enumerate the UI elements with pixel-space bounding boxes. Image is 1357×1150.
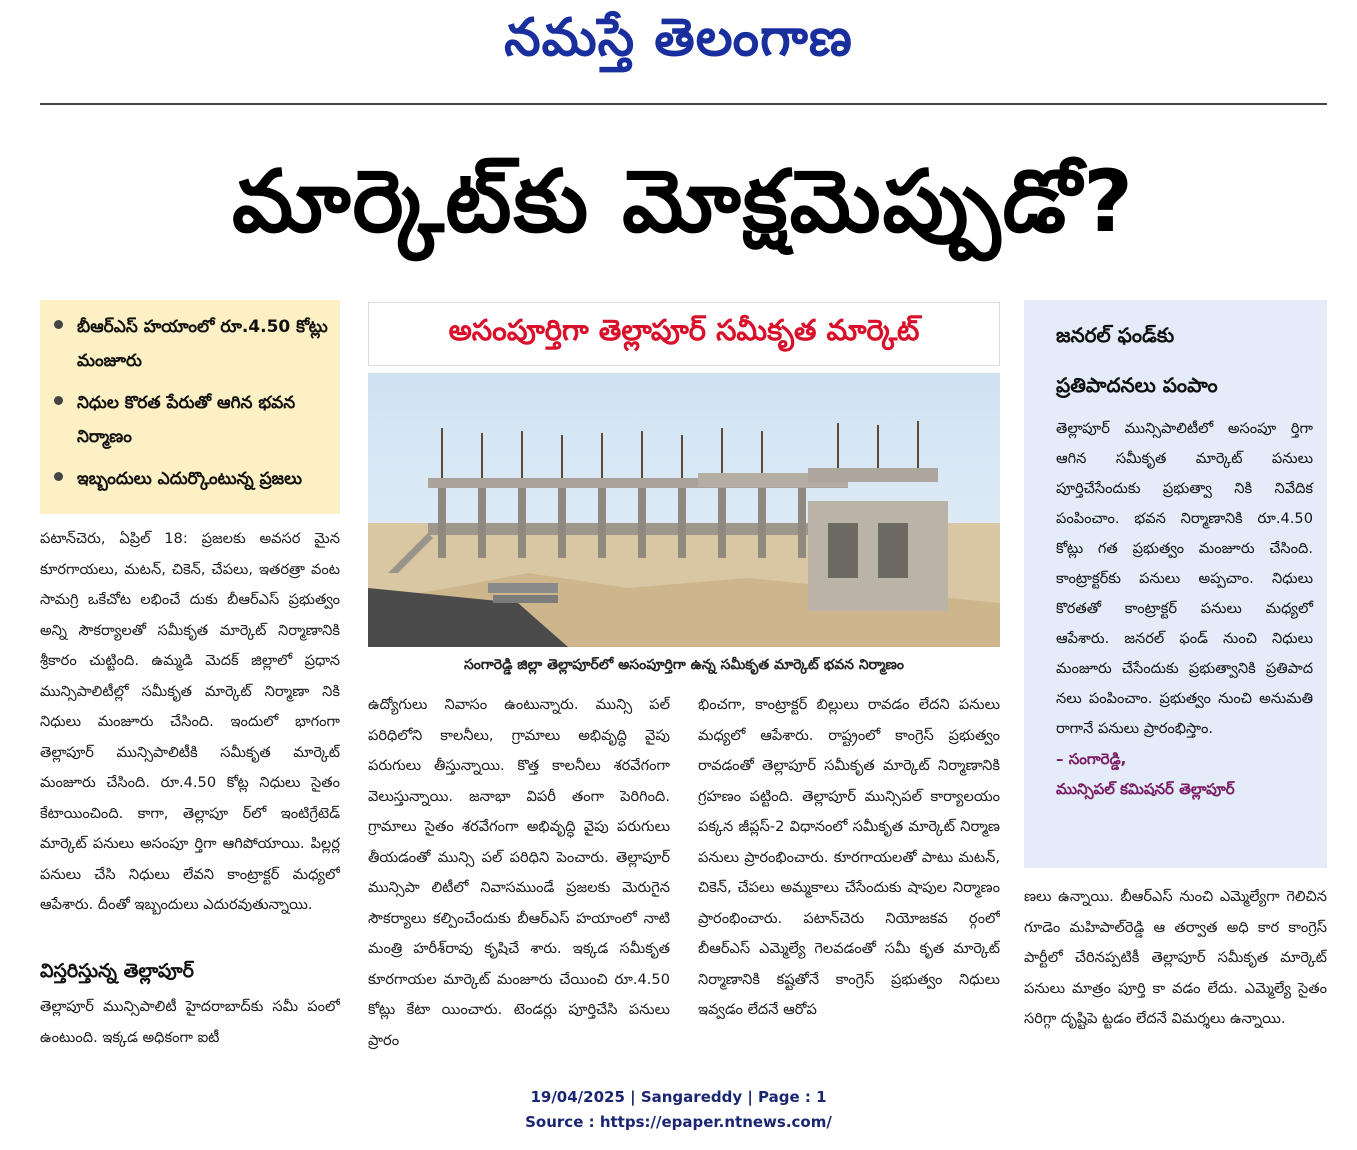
article-column-2 bbox=[368, 690, 670, 1056]
article-paragraph: ఉద్యోగులు నివాసం ఉంటున్నారు. మున్సి పల్ పరిధిలోని కాలనీలు, గ్రామాలు అభివృద్ధి వైపు పరుగులు తీస్తున్నాయి. కొత్త కాలనీలు శరవేగంగా వెలుస్తున్నాయి. జనాభా విపరీ తంగా పెరిగింది. గ్రామాలు సైతం శరవేగంగా అభివృద్ధి వైపు పరుగులు తీయడంతో మున్సి పల్ పరిధిని పెంచారు. తెల్లాపూర్ మున్సిపా లిటీలో నివాసముండే ప్రజలకు మెరుగైన సౌకర్యాలు కల్పించేందుకు బీఆర్‌ఎస్ హయాంలో నాటి మంత్రి హరీశ్‌రావు కృషిచే శారు. ఇక్కడ సమీకృత కూరగాయల మార్కెట్ మంజూరు చేయించి రూ.4.50 కోట్లు కేటా యించారు. టెండర్లు పూర్తిచేసి పనులు ప్రారం bbox=[368, 696, 670, 1049]
highlight-text: నిధుల కొరత పేరుతో ఆగిన భవన నిర్మాణం bbox=[77, 393, 296, 447]
article-column-3 bbox=[698, 690, 1000, 1056]
quote-signature: – సంగారెడ్డి, bbox=[1056, 750, 1127, 768]
quote-heading: ప్రతిపాదనలు పంపాం bbox=[1056, 373, 1218, 397]
highlights-box bbox=[40, 300, 340, 514]
bullet-dot-icon bbox=[54, 396, 63, 405]
article-subheading: విస్తరిస్తున్న తెల్లాపూర్ bbox=[40, 960, 194, 982]
article-column-1 bbox=[40, 524, 340, 954]
footer-date-edition: 19/04/2025 | Sangareddy | Page : 1 bbox=[530, 1088, 827, 1106]
article-paragraph: తెల్లాపూర్ మున్సిపాలిటీ హైదరాబాద్‌కు సమీ పంలో ఉంటుంది. ఇక్కడ అధికంగా ఐటీ bbox=[40, 998, 340, 1046]
masthead-divider bbox=[40, 103, 1327, 105]
highlight-item bbox=[54, 310, 332, 378]
headline: మార్కెట్‌కు మోక్షమెప్పుడో? bbox=[231, 152, 1136, 252]
article-paragraph: భించగా, కాంట్రాక్టర్ బిల్లులు రావడం లేదని పనులు మధ్యలో ఆపేశారు. రాష్ట్రంలో కాంగ్రెస్ ప్రభుత్వం రావడంతో తెల్లాపూర్ సమీకృత మార్కెట్ నిర్మాణానికి గ్రహణం పట్టింది. తెల్లాపూర్ మున్సిపల్ కార్యాలయం పక్కన జీప్లస్-2 విధానంలో సమీకృత మార్కెట్ నిర్మాణ పనులు ప్రారంభించారు. కూరగాయలతో పాటు మటన్, చికెన్, చేపలు అమ్మకాలు చేసేందుకు షాపుల నిర్మాణం ప్రారంభించారు. పటాన్‌చెరు నియోజకవ ర్గంలో బీఆర్‌ఎస్ ఎమ్మెల్యే గెలవడంతో సమీ కృత మార్కెట్ నిర్మాణానికి కష్టతోనే కాంగ్రెస్ ప్రభుత్వం నిధులు ఇవ్వడం లేదనే ఆరోప bbox=[698, 696, 1000, 1018]
footer-source: Source : https://epaper.ntnews.com/ bbox=[525, 1113, 832, 1131]
masthead-title: నమస్తే తెలంగాణ bbox=[504, 7, 853, 68]
construction-photo bbox=[368, 373, 1000, 647]
bullet-dot-icon bbox=[54, 472, 63, 481]
quote-body: తెల్లాపూర్ మున్సిపాలిటీలో అసంపూ ర్తిగా ఆగిన సమీకృత మార్కెట్ పనులు పూర్తిచేసేందుకు ప్రభుత్వా నికి నివేదిక పంపించాం. భవన నిర్మాణానికి రూ.4.50 కోట్లు గత ప్రభుత్వం మంజూరు చేసింది. కాంట్రాక్టర్‌కు పనులు అప్పచాం. నిధులు కొరతతో కాంట్రాక్టర్ పనులు మధ్యలో ఆపేశారు. జనరల్ ఫండ్ నుంచి నిధులు మంజూరు చేసేందుకు ప్రభుత్వానికి ప్రతిపాద నలు పంపించాం. ప్రభుత్వం నుంచి అనుమతి రాగానే పనులు ప్రారంభిస్తాం. bbox=[1056, 420, 1313, 737]
quote-signature-title: మున్సిపల్ కమిషనర్ తెల్లాపూర్ bbox=[1056, 780, 1235, 798]
commissioner-quote-box bbox=[1024, 300, 1327, 868]
page-footer bbox=[0, 1085, 1357, 1135]
photo-caption: సంగారెడ్డి జిల్లా తెల్లాపూర్‌లో అసంపూర్తిగా ఉన్న సమీకృత మార్కెట్ భవన నిర్మాణం bbox=[463, 657, 905, 673]
photo-banner-text: అసంపూర్తిగా తెల్లాపూర్ సమీకృత మార్కెట్ bbox=[448, 313, 920, 347]
highlight-text: ఇబ్బందులు ఎదుర్కొంటున్న ప్రజలు bbox=[77, 469, 303, 489]
construction-site-image bbox=[368, 373, 1000, 647]
bullet-dot-icon bbox=[54, 320, 63, 329]
article-column-4 bbox=[1024, 882, 1327, 1057]
article-paragraph: ణలు ఉన్నాయి. బీఆర్‌ఎస్ నుంచి ఎమ్మెల్యేగా గెలిచిన గూడెం మహిపాల్‌రెడ్డి ఆ తర్వాత అధి కార కాంగ్రెస్ పార్టీలో చేరినప్పటికీ తెల్లాపూర్ సమీకృత మార్కెట్ పనులు మాత్రం పూర్తి కా వడం లేదు. ఎమ్మెల్యే సైతం సరిగ్గా దృష్టిపె ట్టడం లేదనే విమర్శలు ఉన్నాయి. bbox=[1024, 888, 1327, 1027]
article-column-1-continued bbox=[40, 956, 340, 1056]
masthead-logo bbox=[0, 8, 1357, 80]
highlight-item bbox=[54, 386, 332, 454]
article-paragraph: పటాన్‌చెరు, ఏప్రిల్ 18: ప్రజలకు అవసర మైన కూరగాయలు, మటన్, చికెన్, చేపలు, ఇతరత్రా వంట సామగ్రి ఒకేచోట లభించే దుకు బీఆర్‌ఎస్ ప్రభుత్వం అన్ని సౌకర్యాలతో సమీకృత మార్కెట్ నిర్మాణానికి శ్రీకారం చుట్టింది. ఉమ్మడి మెదక్ జిల్లాలో ప్రధాన మున్సిపాలిటీల్లో సమీకృత మార్కెట్ నిర్మాణా నికి నిధులు మంజూరు చేసింది. ఇందులో భాగంగా తెల్లాపూర్ మున్సిపాలిటీకి సమీకృత మార్కెట్ మంజూరు చేసింది. రూ.4.50 కోట్ల నిధులు సైతం కేటాయించింది. కాగా, తెల్లాపూ ర్‌లో ఇంటిగ్రేటెడ్ మార్కెట్ పనులు అసంపూ ర్తిగా ఆగిపోయాయి. పిల్లర్ల పనులు చేసి నిధులు లేవని కాంట్రాక్టర్ మధ్యలో ఆపేశారు. దీంతో ఇబ్బందులు ఎదురవుతున్నాయి. bbox=[40, 530, 340, 913]
photo-banner bbox=[368, 302, 1000, 366]
highlight-text: బీఆర్‌ఎస్ హయాంలో రూ.4.50 కోట్లు మంజూరు bbox=[77, 317, 328, 371]
quote-heading: జనరల్ ఫండ్‌కు bbox=[1056, 323, 1175, 347]
highlight-item bbox=[54, 462, 332, 496]
